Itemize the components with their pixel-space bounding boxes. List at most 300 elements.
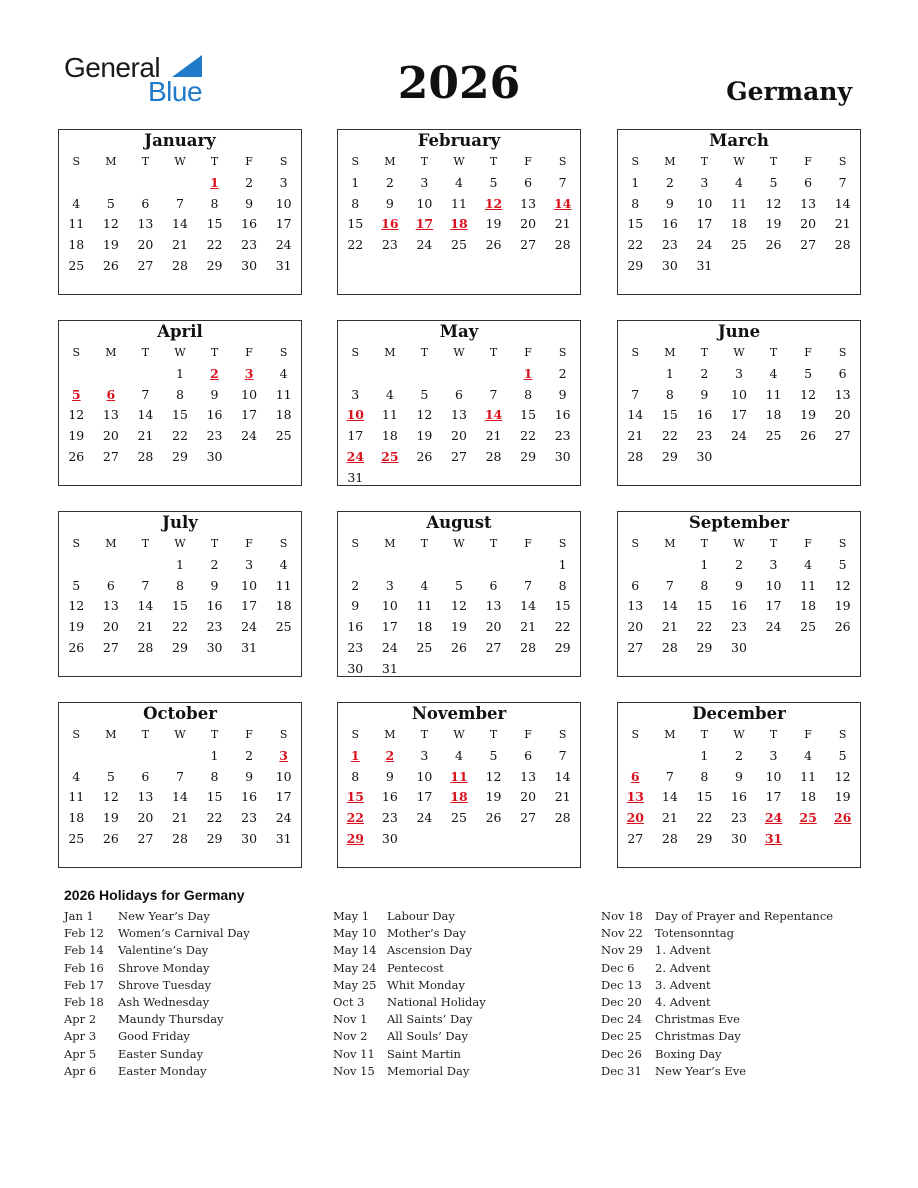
holiday-name: Whit Monday [387,977,466,992]
holiday-row [64,1028,250,1045]
day-cell: 26 [102,830,119,846]
day-cell: 12 [834,577,851,593]
day-cell: 18 [765,407,782,423]
empty-cell [756,256,791,277]
day-cell: 20 [451,428,467,444]
day-cell: 23 [381,237,398,253]
day-cell: 29 [172,448,188,464]
day-cell: 13 [800,195,817,211]
holiday-date: Nov 2 [333,1029,368,1044]
day-cell: 13 [834,386,851,402]
day-cell: 28 [137,448,154,464]
weekday-header: T [141,537,150,550]
day-cell: 18 [68,810,85,826]
day-cell: 1 [350,747,360,763]
empty-cell [59,173,94,194]
day-cell: 3 [769,556,778,572]
day-cell: 24 [346,448,364,464]
day-cell: 11 [800,577,817,593]
day-cell: 6 [489,577,498,593]
day-cell: 7 [665,768,674,784]
day-cell: 25 [799,810,817,826]
weekday-header: F [245,155,253,168]
day-cell: 5 [71,386,81,402]
holiday-row [333,1046,486,1063]
day-cell: 11 [275,386,292,402]
holiday-row [64,925,250,942]
empty-cell [511,468,546,489]
weekday-header: S [351,346,360,359]
holiday-date: Jan 1 [64,909,94,923]
day-cell: 14 [834,195,851,211]
empty-cell [373,555,408,576]
day-cell: 15 [346,789,364,805]
holiday-row [64,1011,250,1028]
month-name: January [144,131,216,150]
day-cell: 15 [696,789,713,805]
day-cell: 31 [381,660,398,676]
day-cell: 5 [489,174,498,190]
day-cell: 16 [206,598,223,614]
day-cell: 1 [631,174,640,190]
day-cell: 1 [523,365,533,381]
month-name: April [157,322,203,341]
day-cell: 23 [554,428,571,444]
weekday-header: S [558,346,567,359]
day-cell: 16 [696,407,713,423]
day-cell: 8 [175,386,184,402]
day-cell: 14 [554,768,571,784]
day-cell: 20 [520,216,537,232]
day-cell: 28 [172,257,188,273]
weekday-header: S [351,728,360,741]
day-cell: 22 [347,237,364,253]
day-cell: 8 [210,768,219,784]
weekday-header: T [420,728,429,741]
holiday-name: Labour Day [387,909,455,923]
day-cell: 9 [385,768,394,784]
holiday-name: Day of Prayer and Repentance [655,909,834,923]
day-cell: 18 [800,598,817,614]
empty-cell [511,659,546,680]
empty-cell [618,555,653,576]
weekday-header: M [105,728,117,741]
weekday-header: T [420,346,429,359]
day-cell: 4 [804,556,813,572]
holiday-date: Apr 6 [64,1063,97,1078]
day-cell: 19 [800,407,817,423]
day-cell: 6 [631,577,640,593]
day-cell: 14 [661,789,678,805]
empty-cell [722,256,757,277]
weekday-header: F [524,155,532,168]
day-cell: 25 [68,257,85,273]
day-cell: 28 [834,237,851,253]
day-cell: 26 [833,810,852,826]
holiday-row [601,1011,833,1028]
day-cell: 30 [206,448,223,464]
empty-cell [825,256,860,277]
empty-cell [128,364,163,385]
day-cell: 25 [451,237,467,253]
holidays-title: 2026 Holidays for Germany [64,887,245,903]
month-name: December [692,704,786,723]
month-november [337,702,581,868]
day-cell: 14 [520,598,537,614]
day-cell: 6 [838,365,847,381]
day-cell: 8 [558,577,567,593]
day-cell: 2 [385,174,394,190]
weekday-header: T [420,537,429,550]
empty-cell [476,555,511,576]
weekday-header: S [558,537,567,550]
day-cell: 21 [661,619,678,635]
day-cell: 10 [731,386,747,402]
day-cell: 21 [554,216,571,232]
holiday-date: Dec 13 [601,977,642,992]
holiday-name: Mother’s Day [387,926,466,941]
day-cell: 25 [416,639,433,655]
day-cell: 7 [141,386,150,402]
day-cell: 30 [347,660,364,676]
day-cell: 17 [241,598,258,614]
day-cell: 8 [210,195,219,211]
day-cell: 8 [351,195,360,211]
day-cell: 1 [700,747,709,763]
day-cell: 22 [696,810,713,826]
day-cell: 23 [661,237,678,253]
holiday-date: Feb 17 [64,977,104,992]
empty-cell [163,173,198,194]
day-cell: 24 [416,810,433,826]
day-cell: 7 [558,747,567,763]
day-cell: 17 [275,216,292,232]
day-cell: 9 [351,598,360,614]
day-cell: 15 [172,407,188,423]
logo-text-blue: Blue [148,76,203,107]
holiday-name: Valentine’s Day [118,943,209,958]
day-cell: 27 [520,237,537,253]
day-cell: 27 [102,639,119,655]
holiday-row [601,960,833,977]
day-cell: 24 [241,428,258,444]
empty-cell [791,829,826,850]
day-cell: 15 [520,407,537,423]
month-name: July [162,513,198,532]
empty-cell [232,447,267,468]
empty-cell [407,364,442,385]
month-september [617,511,861,677]
day-cell: 12 [102,216,119,232]
day-cell: 15 [661,407,678,423]
weekday-header: W [733,155,745,168]
month-name: May [439,322,479,341]
empty-cell [825,638,860,659]
holiday-row [333,908,486,925]
day-cell: 22 [554,619,571,635]
day-cell: 29 [206,830,223,846]
weekday-header: S [279,537,288,550]
day-cell: 15 [206,789,223,805]
day-cell: 20 [520,789,537,805]
day-cell: 5 [489,747,498,763]
day-cell: 27 [485,639,502,655]
month-name: March [709,131,769,150]
day-cell: 16 [206,407,223,423]
month-name: August [426,513,492,532]
weekday-header: W [453,346,465,359]
day-cell: 4 [385,386,394,402]
day-cell: 30 [241,830,258,846]
day-cell: 20 [102,428,119,444]
weekday-header: T [489,537,498,550]
weekday-header: W [174,728,186,741]
day-cell: 8 [700,577,709,593]
day-cell: 24 [696,237,713,253]
day-cell: 4 [454,174,463,190]
day-cell: 13 [520,768,537,784]
day-cell: 6 [524,747,533,763]
day-cell: 2 [734,556,743,572]
month-march [617,129,861,295]
empty-cell [128,173,163,194]
day-cell: 1 [210,174,219,190]
day-cell: 20 [485,619,502,635]
holiday-date: May 10 [333,926,377,941]
holiday-name: Ascension Day [387,943,472,958]
day-cell: 3 [734,365,743,381]
day-cell: 12 [102,789,119,805]
weekday-header: T [489,155,498,168]
holiday-row [333,977,486,994]
holiday-name: Shrove Monday [118,960,210,975]
day-cell: 7 [175,768,184,784]
holiday-date: Feb 12 [64,926,104,941]
weekday-header: T [700,155,709,168]
holiday-date: Dec 20 [601,994,642,1009]
day-cell: 2 [210,556,219,572]
day-cell: 12 [485,768,502,784]
month-name: February [417,131,501,150]
holiday-column [601,908,833,1080]
day-cell: 21 [137,619,154,635]
holiday-row [64,960,250,977]
day-cell: 3 [351,386,360,402]
empty-cell [722,447,757,468]
day-cell: 4 [72,768,81,784]
day-cell: 8 [631,195,640,211]
day-cell: 21 [137,428,154,444]
day-cell: 11 [68,216,85,232]
day-cell: 2 [210,365,219,381]
holiday-date: Nov 11 [333,1046,375,1061]
day-cell: 31 [241,639,258,655]
empty-cell [756,447,791,468]
empty-cell [618,364,653,385]
day-cell: 2 [558,365,567,381]
holiday-name: 4. Advent [655,994,711,1009]
day-cell: 5 [454,577,463,593]
day-cell: 23 [241,810,258,826]
day-cell: 15 [347,216,364,232]
holiday-row [64,942,250,959]
holiday-name: Good Friday [118,1029,190,1044]
weekday-header: M [105,537,117,550]
day-cell: 10 [765,768,782,784]
day-cell: 30 [381,830,398,846]
day-cell: 17 [765,789,782,805]
day-cell: 9 [734,768,743,784]
day-cell: 10 [696,195,713,211]
weekday-header: W [733,537,745,550]
day-cell: 16 [731,789,747,805]
day-cell: 3 [279,174,288,190]
weekday-header: S [72,728,81,741]
holiday-row [601,942,833,959]
empty-cell [163,746,198,767]
holiday-date: Apr 2 [64,1012,97,1027]
day-cell: 24 [416,237,433,253]
holiday-date: Dec 26 [601,1046,642,1061]
day-cell: 23 [731,810,747,826]
day-cell: 24 [241,619,258,635]
holiday-row [333,1063,486,1080]
holiday-row [601,977,833,994]
weekday-header: S [351,155,360,168]
empty-cell [545,829,580,850]
day-cell: 29 [661,448,678,464]
day-cell: 18 [275,407,292,423]
day-cell: 30 [731,830,747,846]
day-cell: 8 [700,768,709,784]
day-cell: 24 [765,619,782,635]
day-cell: 11 [451,195,467,211]
day-cell: 24 [275,810,292,826]
empty-cell [791,638,826,659]
day-cell: 22 [520,428,537,444]
day-cell: 5 [838,556,847,572]
day-cell: 7 [665,577,674,593]
empty-cell [94,555,129,576]
day-cell: 12 [484,195,503,211]
weekday-header: T [769,346,778,359]
day-cell: 19 [451,619,467,635]
day-cell: 27 [627,639,644,655]
day-cell: 2 [385,747,395,763]
empty-cell [338,555,373,576]
day-cell: 20 [626,810,644,826]
holiday-date: Nov 22 [601,926,643,941]
empty-cell [476,829,511,850]
holiday-row [333,925,486,942]
day-cell: 31 [275,257,292,273]
day-cell: 2 [700,365,709,381]
day-cell: 3 [700,174,709,190]
empty-cell [442,555,477,576]
empty-cell [791,256,826,277]
weekday-header: T [210,537,219,550]
holiday-row [601,1063,833,1080]
day-cell: 6 [804,174,813,190]
holiday-date: Apr 3 [64,1029,97,1044]
day-cell: 2 [351,577,360,593]
day-cell: 11 [275,577,292,593]
holiday-date: Nov 29 [601,943,643,958]
day-cell: 11 [416,598,433,614]
month-december [617,702,861,868]
empty-cell [407,555,442,576]
day-cell: 29 [206,257,223,273]
day-cell: 9 [385,195,394,211]
weekday-header: F [524,728,532,741]
empty-cell [825,447,860,468]
weekday-header: S [558,155,567,168]
day-cell: 5 [106,768,115,784]
weekday-header: T [489,728,498,741]
day-cell: 10 [381,598,398,614]
day-cell: 26 [800,428,817,444]
empty-cell [94,746,129,767]
day-cell: 22 [627,237,644,253]
holiday-name: Christmas Eve [655,1012,740,1027]
day-cell: 22 [206,237,223,253]
day-cell: 25 [275,619,292,635]
day-cell: 17 [765,598,782,614]
day-cell: 1 [175,365,184,381]
day-cell: 6 [106,386,116,402]
day-cell: 5 [804,365,813,381]
empty-cell [476,659,511,680]
holiday-name: National Holiday [387,994,486,1009]
day-cell: 1 [351,174,360,190]
day-cell: 28 [661,830,678,846]
day-cell: 10 [416,768,433,784]
day-cell: 5 [72,577,81,593]
day-cell: 7 [141,577,150,593]
weekday-header: T [210,728,219,741]
month-august [337,511,581,677]
empty-cell [476,468,511,489]
holiday-row [601,1046,833,1063]
day-cell: 17 [241,407,258,423]
holiday-row [64,977,250,994]
day-cell: 9 [558,386,567,402]
weekday-header: T [769,537,778,550]
day-cell: 26 [834,619,851,635]
month-name: October [143,704,217,723]
day-cell: 12 [834,768,851,784]
holiday-date: Dec 6 [601,960,635,975]
day-cell: 10 [346,407,364,423]
day-cell: 18 [731,216,747,232]
day-cell: 27 [451,448,467,464]
holiday-name: Women’s Carnival Day [118,926,250,941]
day-cell: 17 [696,216,713,232]
weekday-header: T [700,346,709,359]
day-cell: 21 [627,428,644,444]
weekday-header: M [105,155,117,168]
day-cell: 13 [102,407,119,423]
day-cell: 21 [834,216,851,232]
weekday-header: S [351,537,360,550]
day-cell: 30 [661,257,678,273]
day-cell: 20 [137,237,154,253]
day-cell: 18 [416,619,433,635]
day-cell: 13 [137,789,154,805]
day-cell: 18 [450,789,468,805]
weekday-header: S [838,537,847,550]
day-cell: 13 [451,407,467,423]
